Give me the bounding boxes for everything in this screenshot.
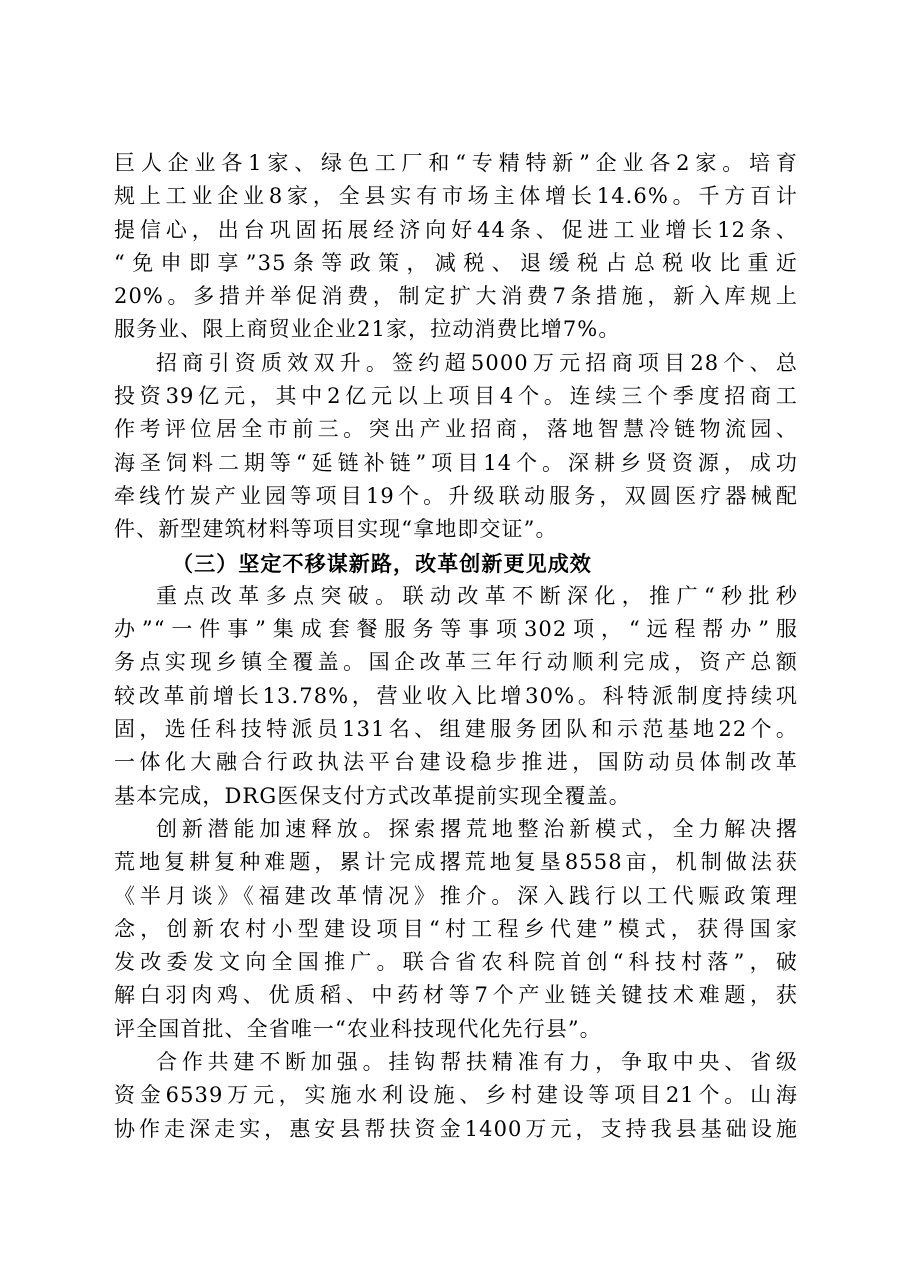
text-line: 解白羽肉鸡、优质稻、中药材等7个产业链关键技术难题，获 (114, 983, 798, 1008)
text-line: 基本完成，DRG医保支付方式改革提前实现全覆盖。 (114, 783, 631, 808)
text-line: 招商引资质效双升。签约超5000万元招商项目28个、总 (156, 350, 798, 375)
text-line: 务点实现乡镇全覆盖。国企改革三年行动顺利完成，资产总额 (114, 650, 798, 675)
text-line: 海圣饲料二期等“延链补链”项目14个。深耕乡贤资源，成功 (114, 450, 798, 475)
text-line: 规上工业企业8家，全县实有市场主体增长14.6%。千方百计 (114, 184, 798, 209)
text-line: 协作走深走实，惠安县帮扶资金1400万元，支持我县基础设施 (114, 1116, 798, 1141)
text-line: 件、新型建筑材料等项目实现“拿地即交证”。 (114, 517, 558, 542)
text-line: 评全国首批、全省唯一“农业科技现代化先行县”。 (114, 1016, 602, 1041)
text-line: 创新潜能加速释放。探索撂荒地整治新模式，全力解决撂 (156, 816, 798, 841)
text-line: 资金6539万元，实施水利设施、乡村建设等项目21个。山海 (114, 1083, 798, 1108)
text-line: “免申即享”35条等政策，减税、退缓税占总税收比重近 (114, 250, 798, 275)
text-line: 固，选任科技特派员131名、组建服务团队和示范基地22个。 (114, 717, 798, 742)
text-line: 合作共建不断加强。挂钩帮扶精准有力，争取中央、省级 (156, 1050, 798, 1075)
text-line: 《半月谈》《福建改革情况》推介。深入践行以工代赈政策理 (114, 883, 798, 908)
text-line: 荒地复耕复种难题，累计完成撂荒地复垦8558亩，机制做法获 (114, 850, 798, 875)
body-text (114, 147, 798, 1146)
text-line: 重点改革多点突破。联动改革不断深化，推广“秒批秒 (156, 583, 798, 608)
text-line: 投资39亿元，其中2亿元以上项目4个。连续三个季度招商工 (114, 384, 798, 409)
text-line: 服务业、限上商贸业企业21家，拉动消费比增7%。 (114, 317, 621, 342)
text-line: 作考评位居全市前三。突出产业招商，落地智慧冷链物流园、 (114, 417, 798, 442)
section-heading: （三）坚定不移谋新路，改革创新更见成效 (172, 550, 592, 576)
text-line: 发改委发文向全国推广。联合省农科院首创“科技村落”，破 (114, 950, 798, 975)
text-line: 牵线竹炭产业园等项目19个。升级联动服务，双圆医疗器械配 (114, 483, 798, 508)
text-line: 20%。多措并举促消费，制定扩大消费7条措施，新入库规上 (114, 284, 798, 309)
text-line: 念，创新农村小型建设项目“村工程乡代建”模式，获得国家 (114, 916, 798, 941)
text-line: 办”“一件事”集成套餐服务等事项302项，“远程帮办”服 (114, 617, 798, 642)
text-line: 一体化大融合行政执法平台建设稳步推进，国防动员体制改革 (114, 750, 798, 775)
text-line: 较改革前增长13.78%，营业收入比增30%。科特派制度持续巩 (114, 683, 798, 708)
text-line: 巨人企业各1家、绿色工厂和“专精特新”企业各2家。培育 (114, 151, 798, 175)
text-line: 提信心，出台巩固拓展经济向好44条、促进工业增长12条、 (114, 217, 798, 242)
